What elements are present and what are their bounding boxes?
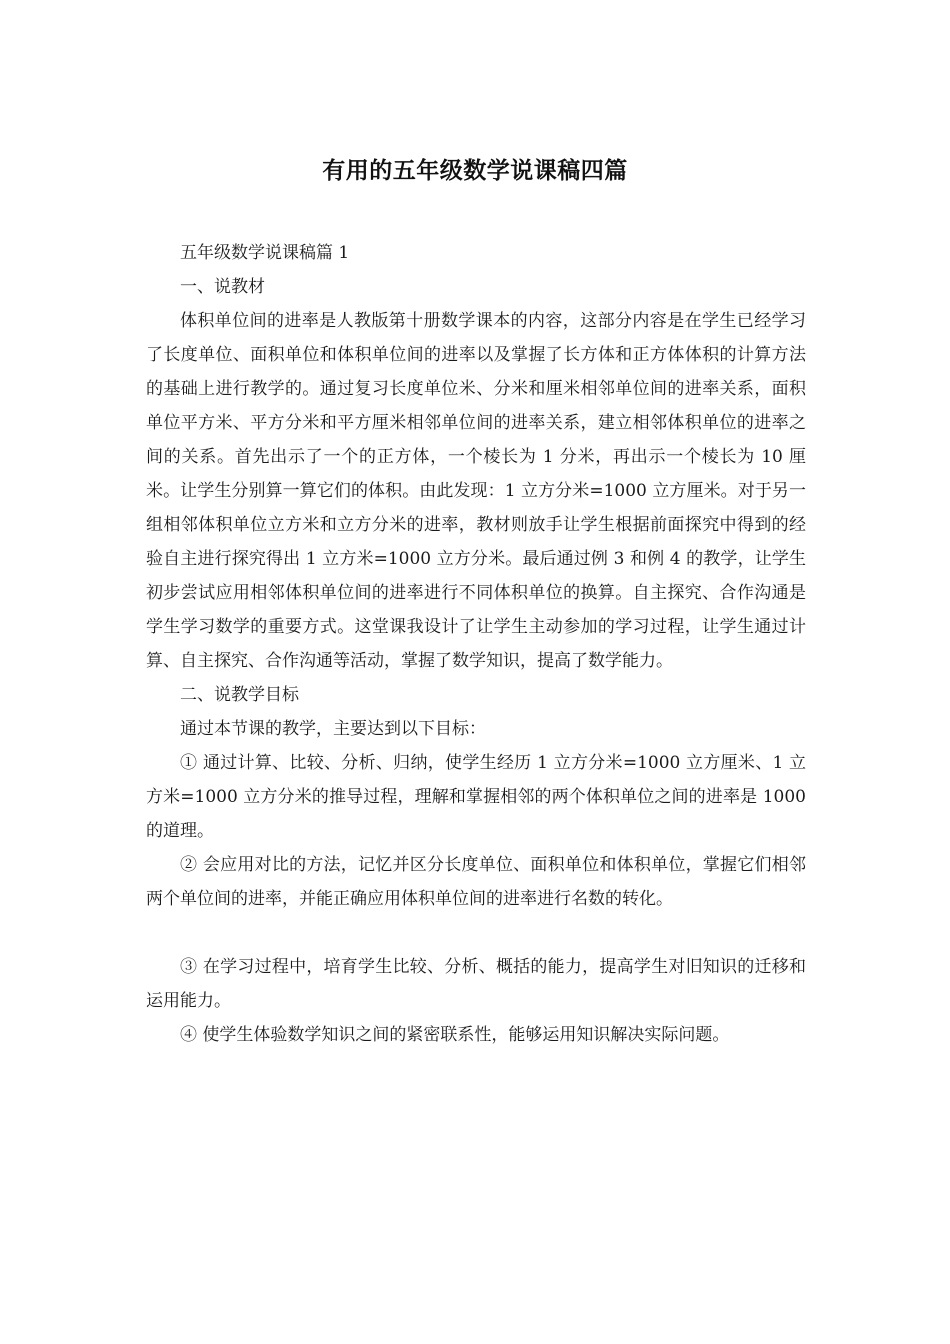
goal-item-2: ② 会应用对比的方法，记忆并区分长度单位、面积单位和体积单位，掌握它们相邻两个单位间的进率，并能正确应用体积单位间的进率进行名数的转化。 [146, 855, 806, 909]
paragraph-textbook-description: 体积单位间的进率是人教版第十册数学课本的内容，这部分内容是在学生已经学习了长度单位、面积单位和体积单位间的进率以及掌握了长方体和正方体体积的计算方法的基础上进行教学的。通过复习长度单位米、分米和厘米相邻单位间的进率关系，面积单位平方米、平方分米和平方厘米相邻单位间的进率关系，建立相邻体积单位的进率之间的关系。首先出示了一个的正方体，一个棱长为 1 分米，再出示一个棱长为 10 厘米。让学生分别算一算它们的体积。由此发现：1 立方分米=1000 立方厘米。对于另一组相邻体积单位立方米和立方分米的进率，教材则放手让学生根据前面探究中得到的经验自主进行探究得出 1 立方米=1000 立方分米。最后通过例 3 和例 4 的教学，让学生初步尝试应用相邻体积单位间的进率进行不同体积单位的换算。自主探究、合作沟通是学生学习数学的重要方式。这堂课我设计了让学生主动参加的学习过程，让学生通过计算、自主探究、合作沟通等活动，掌握了数学知识，提高了数学能力。 [146, 311, 806, 671]
section-heading-lesson-1: 五年级数学说课稿篇 1 [180, 243, 350, 263]
document-title: 有用的五年级数学说课稿四篇 [322, 158, 628, 184]
goal-item-3: ③ 在学习过程中，培育学生比较、分析、概括的能力，提高学生对旧知识的迁移和运用能力。 [146, 957, 806, 1011]
section-heading-textbook: 一、说教材 [180, 277, 265, 297]
goal-item-1: ① 通过计算、比较、分析、归纳，使学生经历 1 立方分米=1000 立方厘米、1 立方米=1000 立方分米的推导过程，理解和掌握相邻的两个体积单位之间的进率是 1000 的道理。 [146, 753, 806, 841]
document-body [146, 236, 806, 1052]
goal-item-4: ④ 使学生体验数学知识之间的紧密联系性，能够运用知识解决实际问题。 [180, 1025, 730, 1045]
section-heading-teaching-goals: 二、说教学目标 [180, 685, 299, 705]
blank-line [146, 916, 806, 950]
paragraph-goals-intro: 通过本节课的教学，主要达到以下目标： [180, 719, 486, 739]
